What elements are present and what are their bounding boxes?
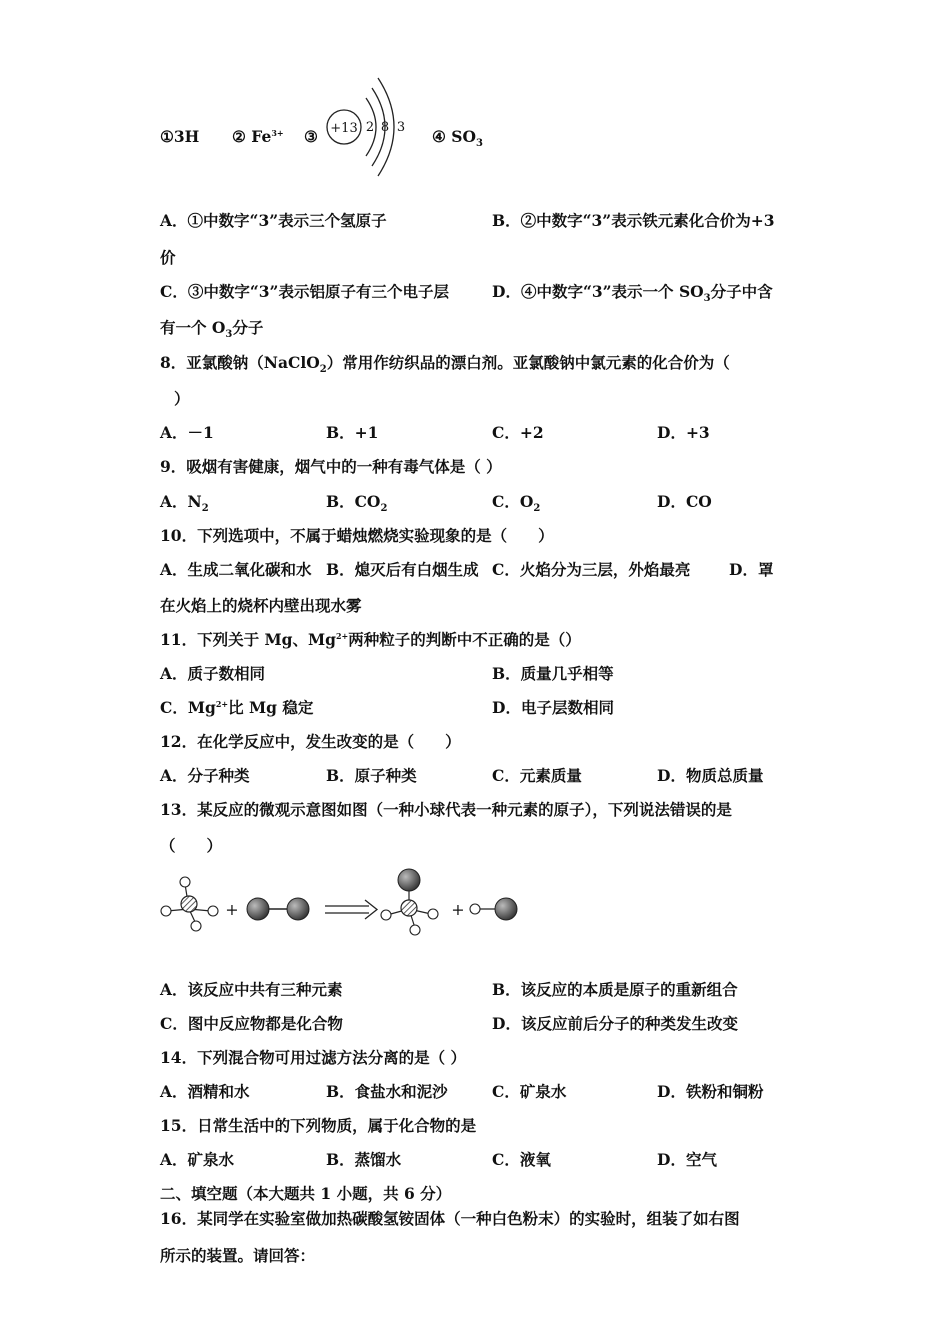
q11-option-d: D．电子层数相同 (492, 698, 614, 717)
q7-option-d-cont: 有一个 $O_3$分子 (160, 318, 264, 340)
q10-option-d: D．罩 (729, 560, 774, 579)
q14-stem: 14．下列混合物可用过滤方法分离的是（ ） (160, 1048, 466, 1067)
q7-option-b: B．②中数字“3”表示铁元素化合价为+3 (492, 211, 775, 230)
q11-option-c: C．$Mg^{2+}$比 Mg 稳定 (160, 698, 314, 717)
q14-option-a: A．酒精和水 (160, 1082, 250, 1101)
q12-option-a: A．分子种类 (160, 766, 250, 785)
q7-option-b-cont: 价 (160, 248, 176, 267)
q8-stem-cont: ） (174, 389, 190, 408)
q7-symbol-1: ①3H (160, 127, 200, 146)
q14-option-c: C．矿泉水 (492, 1082, 567, 1101)
q11-option-b: B．质量几乎相等 (492, 664, 614, 683)
q15-option-d: D．空气 (657, 1150, 717, 1169)
q12-option-c: C．元素质量 (492, 766, 582, 785)
q12-option-d: D．物质总质量 (657, 766, 764, 785)
q14-option-d: D．铁粉和铜粉 (657, 1082, 764, 1101)
q8-stem: 8．亚氯酸钠（NaClO$_2$）常用作纺织品的漂白剂。亚氯酸钠中氯元素的化合价为（ (160, 353, 730, 375)
q15-option-a: A．矿泉水 (160, 1150, 235, 1169)
q9-option-c: C．$O_2$ (492, 492, 541, 514)
q13-stem-cont: （ ） (160, 836, 223, 855)
q10-option-b: B．熄灭后有白烟生成 (326, 560, 479, 579)
q13-option-a: A．该反应中共有三种元素 (160, 980, 343, 999)
q9-stem: 9．吸烟有害健康，烟气中的一种有毒气体是（ ） (160, 457, 502, 476)
q13-stem: 13．某反应的微观示意图如图（一种小球代表一种元素的原子），下列说法错误的是 (160, 800, 732, 819)
q10-stem: 10．下列选项中，不属于蜡烛燃烧实验现象的是（ ） (160, 526, 554, 545)
plus-sign-2: + (451, 900, 465, 919)
q8-option-b: B．+1 (326, 423, 379, 442)
reaction-micro-diagram (155, 862, 530, 942)
q10-option-d-cont: 在火焰上的烧杯内壁出现水雾 (160, 596, 362, 615)
plus-sign-1: + (225, 900, 239, 919)
q10-option-c: C．火焰分为三层，外焰最亮 (492, 560, 691, 579)
nucleus-charge: +13 (330, 121, 358, 136)
q9-option-a: A．$N_2$ (160, 492, 209, 514)
q12-stem: 12．在化学反应中，发生改变的是（ ） (160, 732, 461, 751)
q7-option-c: C．③中数字“3”表示铝原子有三个电子层 (160, 282, 449, 301)
section-2-title: 二、填空题（本大题共 1 小题，共 6 分） (160, 1184, 452, 1203)
reactant-molecule-1 (161, 877, 218, 931)
q13-option-d: D．该反应前后分子的种类发生改变 (492, 1014, 738, 1033)
q13-option-c: C．图中反应物都是化合物 (160, 1014, 343, 1033)
q15-option-b: B．蒸馏水 (326, 1150, 402, 1169)
q7-option-d: D．④中数字“3”表示一个 $SO_3$分子中含 (492, 282, 773, 304)
q7-option-a: A．①中数字“3”表示三个氢原子 (160, 211, 387, 230)
q8-option-d: D．+3 (657, 423, 710, 442)
q15-option-c: C．液氧 (492, 1150, 551, 1169)
product-molecule-2 (470, 898, 517, 920)
q15-stem: 15．日常生活中的下列物质，属于化合物的是 (160, 1116, 477, 1135)
shell-2-electrons: 8 (380, 120, 390, 135)
q12-option-b: B．原子种类 (326, 766, 417, 785)
q7-symbol-2: ② $Fe^{3+}$ (232, 127, 284, 146)
shell-1-electrons: 2 (365, 120, 375, 135)
q7-symbol-3-label: ③ (304, 127, 318, 146)
q11-stem: 11．下列关于 Mg、$Mg^{2+}$两种粒子的判断中不正确的是（） (160, 630, 581, 649)
reactant-molecule-2 (247, 898, 309, 920)
q14-option-b: B．食盐水和泥沙 (326, 1082, 448, 1101)
shell-3-electrons: 3 (396, 120, 406, 135)
reaction-arrow (325, 900, 377, 919)
q7-symbol-4: ④ $SO_3$ (432, 127, 483, 149)
q16-stem-cont: 所示的装置。请回答： (160, 1246, 316, 1265)
q13-option-b: B．该反应的本质是原子的重新组合 (492, 980, 738, 999)
q8-option-a: A．－1 (160, 423, 214, 442)
q9-option-d: D．CO (657, 492, 712, 511)
q10-option-a: A．生成二氧化碳和水 (160, 560, 312, 579)
product-molecule-1 (381, 869, 438, 935)
q8-option-c: C．+2 (492, 423, 544, 442)
aluminum-atom-structure-diagram (322, 70, 422, 182)
q9-option-b: B．$CO_2$ (326, 492, 388, 514)
q11-option-a: A．质子数相同 (160, 664, 266, 683)
q16-stem: 16．某同学在实验室做加热碳酸氢铵固体（一种白色粉末）的实验时，组装了如右图 (160, 1209, 740, 1228)
